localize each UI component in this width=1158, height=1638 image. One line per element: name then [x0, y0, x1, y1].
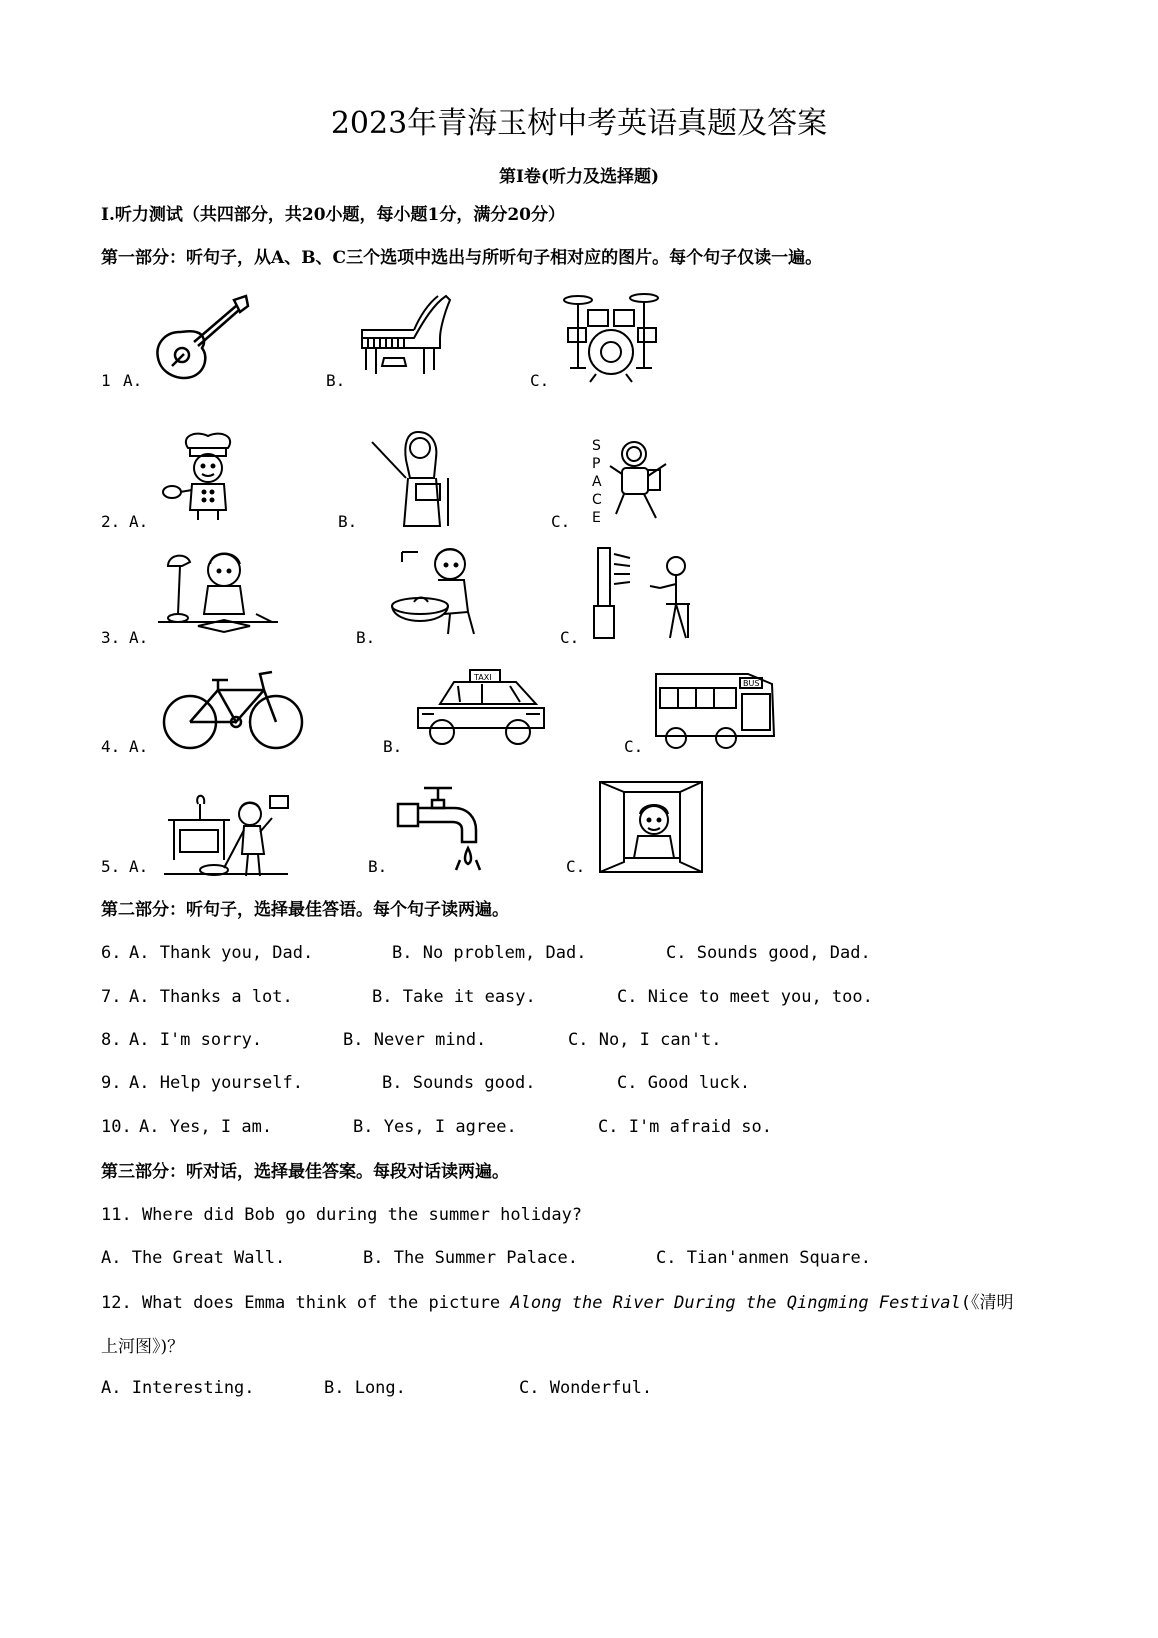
answer-option-c: C. Good luck.	[617, 1073, 751, 1093]
volume-subtitle: 第Ⅰ卷(听力及选择题)	[498, 167, 660, 187]
astronaut-icon	[586, 434, 676, 524]
piano-icon	[354, 290, 454, 385]
question-number: 4.	[101, 737, 121, 756]
answer-option-b: B. No problem, Dad.	[392, 943, 587, 963]
question-number: 3.	[101, 628, 121, 647]
option-label: C.	[566, 857, 586, 876]
svg-text:P: P	[592, 456, 601, 472]
question-text	[101, 1288, 1014, 1313]
svg-text:C: C	[592, 492, 602, 508]
teacher-icon	[368, 422, 472, 528]
question-number: 9.	[101, 1073, 122, 1093]
part3-heading: 第三部分：听对话，选择最佳答案。每段对话读两遍。	[101, 1162, 509, 1182]
answer-option-a: A. I'm sorry.	[129, 1030, 263, 1050]
cook-icon	[160, 430, 256, 522]
sweeping-girl-icon	[160, 790, 292, 880]
studying-boy-icon	[158, 544, 278, 638]
option-label: A.	[129, 737, 149, 756]
painting-title: Along the River During the Qingming Festival	[510, 1293, 961, 1313]
question-number: 6.	[101, 943, 122, 963]
svg-text:A: A	[592, 474, 602, 490]
option-label: B.	[368, 857, 388, 876]
bus-icon	[652, 666, 778, 750]
option-label: C.	[560, 628, 580, 647]
question-number: 7.	[101, 987, 122, 1007]
answer-option-b: B. Long.	[324, 1378, 406, 1398]
answer-option-c: C. No, I can't.	[568, 1030, 722, 1050]
question-text-start: 12. What does Emma think of the picture	[101, 1293, 511, 1313]
answer-option-a: A. Yes, I am.	[139, 1117, 273, 1137]
option-label: B.	[383, 737, 403, 756]
answer-option-c: C. I'm afraid so.	[598, 1117, 772, 1137]
answer-option-b: B. Yes, I agree.	[353, 1117, 517, 1137]
option-label: A.	[123, 371, 143, 390]
answer-option-c: C. Tian'anmen Square.	[656, 1248, 871, 1268]
question-text-continued: 上河图》)？	[101, 1337, 185, 1357]
option-label: A.	[129, 628, 149, 647]
question-number: 5.	[101, 857, 121, 876]
option-label: A.	[129, 512, 149, 531]
question-text-end: (《清明	[960, 1293, 1014, 1313]
question-number: 8.	[101, 1030, 122, 1050]
option-label: A.	[129, 857, 149, 876]
question-number: 10.	[101, 1117, 132, 1137]
svg-text:BUS: BUS	[743, 679, 760, 688]
dripping-tap-icon	[394, 778, 490, 872]
answer-option-c: C. Nice to meet you, too.	[617, 987, 873, 1007]
answer-option-a: A. Thank you, Dad.	[129, 943, 314, 963]
answer-option-a: A. Help yourself.	[129, 1073, 303, 1093]
question-number: 2.	[101, 512, 121, 531]
bicycle-icon	[160, 666, 308, 752]
watching-tv-icon	[590, 542, 696, 640]
drum-kit-icon	[560, 288, 664, 384]
option-label: C.	[624, 737, 644, 756]
answer-option-c: C. Wonderful.	[519, 1378, 653, 1398]
svg-text:TAXI: TAXI	[474, 673, 492, 682]
part2-heading: 第二部分：听句子，选择最佳答语。每个句子读两遍。	[101, 900, 509, 920]
boy-at-window-icon	[598, 778, 704, 874]
page-title: 2023年青海玉树中考英语真题及答案	[330, 106, 828, 141]
answer-option-b: B. Take it easy.	[372, 987, 536, 1007]
answer-option-b: B. The Summer Palace.	[363, 1248, 578, 1268]
section-heading: I.听力测试（共四部分，共20小题，每小题1分，满分20分）	[101, 205, 566, 225]
question-number: 1	[101, 371, 111, 390]
washing-boy-icon	[384, 542, 484, 640]
question-text: 11. Where did Bob go during the summer holiday?	[101, 1205, 583, 1225]
answer-option-c: C. Sounds good, Dad.	[666, 943, 871, 963]
svg-text:S: S	[592, 438, 601, 454]
option-label: B.	[356, 628, 376, 647]
guitar-icon	[150, 292, 250, 384]
answer-option-a: A. The Great Wall.	[101, 1248, 286, 1268]
answer-option-a: A. Thanks a lot.	[129, 987, 293, 1007]
part1-heading: 第一部分：听句子，从A、B、C三个选项中选出与所听句子相对应的图片。每个句子仅读一遍。	[101, 248, 823, 268]
option-label: B.	[338, 512, 358, 531]
option-label: C.	[530, 371, 550, 390]
taxi-icon	[412, 664, 550, 750]
answer-option-b: B. Sounds good.	[382, 1073, 536, 1093]
answer-option-a: A. Interesting.	[101, 1378, 255, 1398]
answer-option-b: B. Never mind.	[343, 1030, 487, 1050]
option-label: C.	[551, 512, 571, 531]
svg-text:E: E	[592, 510, 601, 524]
option-label: B.	[326, 371, 346, 390]
